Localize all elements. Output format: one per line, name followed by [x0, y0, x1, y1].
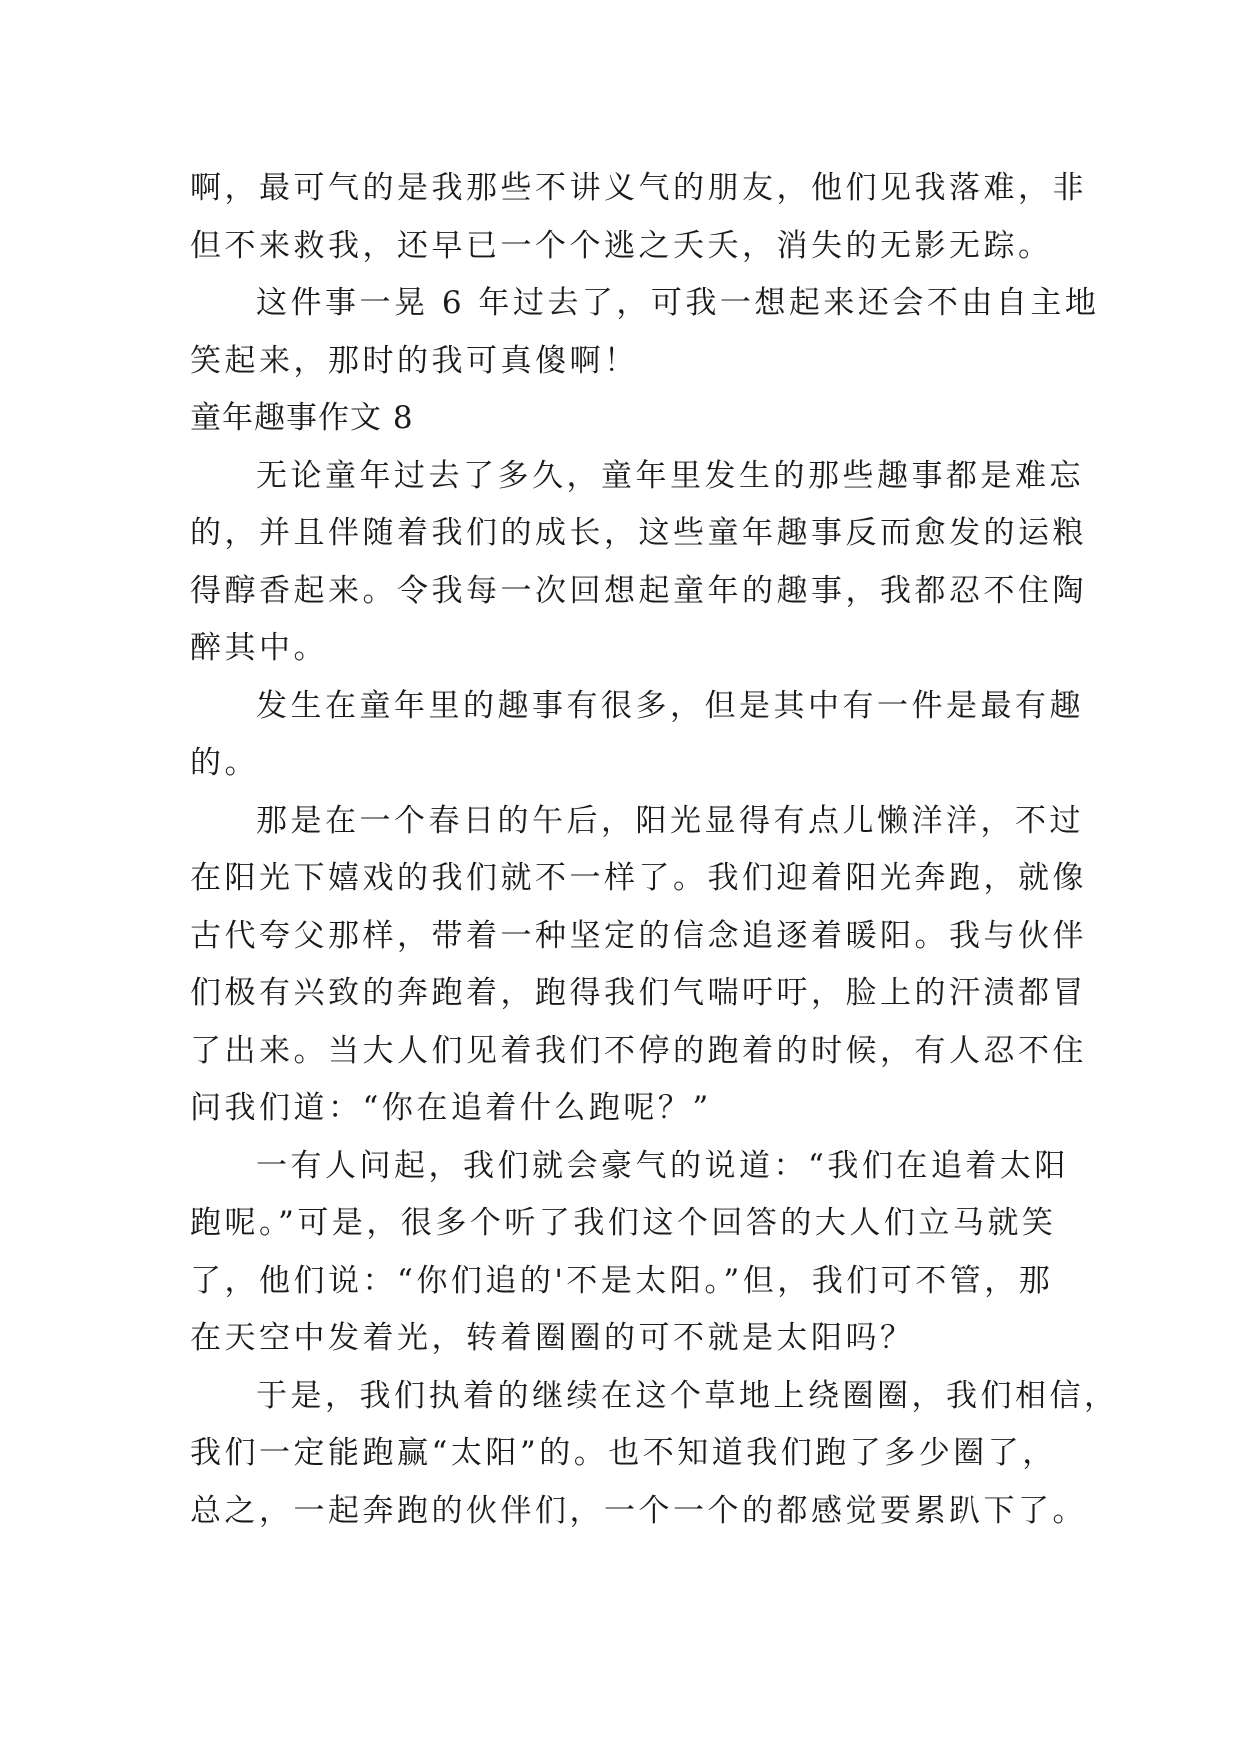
text-line: 在天空中发着光，转着圈圈的可不就是太阳吗？ [190, 1320, 915, 1356]
text-line: 我们一定能跑赢“太阳”的。也不知道我们跑了多少圈了， [190, 1435, 1057, 1471]
text-line: 发生在童年里的趣事有很多，但是其中有一件是最有趣 [256, 687, 1084, 724]
text-line: 但不来救我，还早已一个个逃之夭夭，消失的无影无踪。 [190, 227, 1053, 264]
text-line: 的。 [190, 745, 259, 781]
text-line: 在阳光下嬉戏的我们就不一样了。我们迎着阳光奔跑，就像 [190, 860, 1087, 896]
text-line: 跑呢。”可是，很多个听了我们这个回答的大人们立马就笑 [190, 1205, 1057, 1241]
text-line: 们极有兴致的奔跑着，跑得我们气喘吁吁，脸上的汗渍都冒 [190, 975, 1087, 1011]
text-line: 无论童年过去了多久，童年里发生的那些趣事都是难忘 [256, 457, 1084, 494]
document-body [190, 160, 1119, 1540]
text-line: 问我们道：“你在追着什么跑呢？” [190, 1090, 712, 1126]
text-line: 那是在一个春日的午后，阳光显得有点儿懒洋洋，不过 [256, 802, 1084, 839]
text-line: 得醇香起来。令我每一次回想起童年的趣事，我都忍不住陶 [190, 572, 1087, 609]
text-line: 啊，最可气的是我那些不讲义气的朋友，他们见我落难，非 [190, 170, 1087, 206]
text-line: 了出来。当大人们见着我们不停的跑着的时候，有人忍不住 [190, 1032, 1087, 1069]
text-line: 笑起来，那时的我可真傻啊！ [190, 342, 639, 379]
text-line: 这件事一晃 6 年过去了，可我一想起来还会不由自主地 [256, 285, 1100, 321]
text-line: 总之，一起奔跑的伙伴们，一个一个的都感觉要累趴下了。 [190, 1492, 1087, 1529]
text-line: 于是，我们执着的继续在这个草地上绕圈圈，我们相信， [256, 1377, 1119, 1414]
section-heading: 童年趣事作文 8 [190, 400, 414, 436]
text-line: 醉其中。 [190, 630, 328, 666]
text-line: 了，他们说：“你们追的'不是太阳。”但，我们可不管，那 [190, 1262, 1054, 1299]
text-line: 一有人问起，我们就会豪气的说道：“我们在追着太阳 [256, 1147, 1069, 1184]
text-line: 的，并且伴随着我们的成长，这些童年趣事反而愈发的运粮 [190, 515, 1087, 551]
text-line: 古代夸父那样，带着一种坚定的信念追逐着暖阳。我与伙伴 [190, 917, 1087, 954]
